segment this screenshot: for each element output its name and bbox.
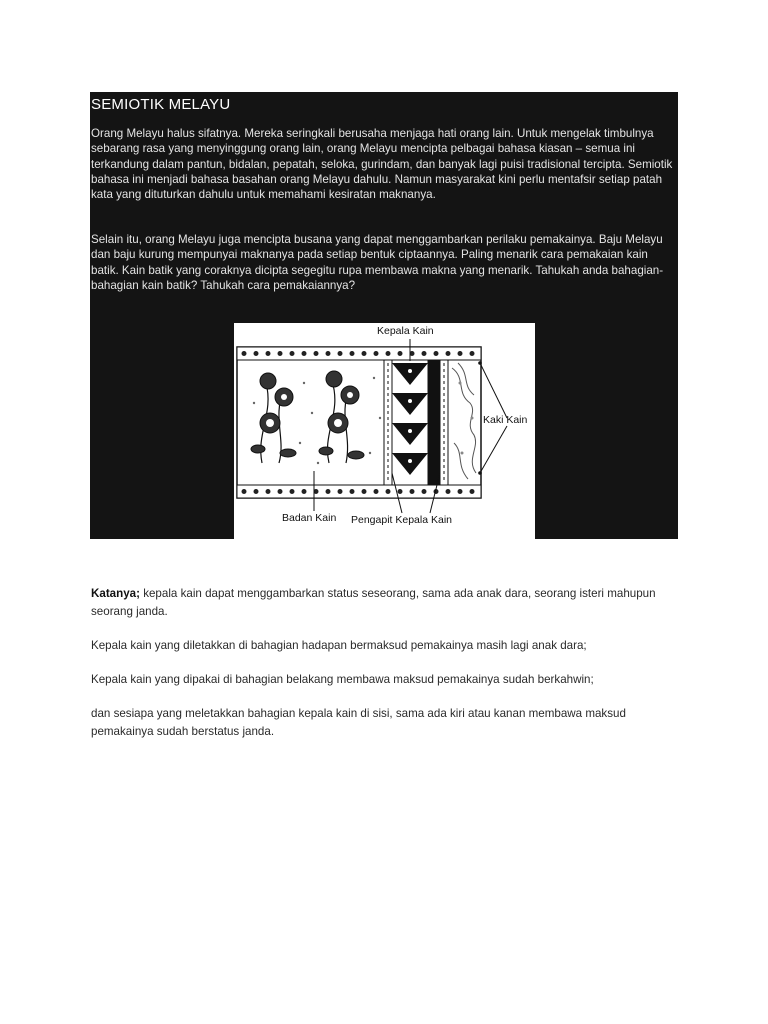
front-placement-paragraph: Kepala kain yang diletakkan di bahagian hadapan bermaksud pemakainya masih lagi anak dara; — [91, 639, 587, 652]
batik-paragraph: Selain itu, orang Melayu juga mencipta busana yang dapat menggambarkan perilaku pemakainya. Baju Melayu dan baju kurung mempunyai maknanya pada setiap bentuk ciptaannya. Paling menarik cara pemakaian kain batik. Kain batik yang coraknya dicipta segegitu rupa membawa makna yang menarik. Tahukah anda bahagian-bahagian kain batik? Tahukah cara pemakaiannya? — [91, 233, 664, 292]
label-kaki-kain: Kaki Kain — [483, 414, 528, 426]
batik-diagram — [234, 323, 535, 539]
intro-paragraph: Orang Melayu halus sifatnya. Mereka seringkali berusaha menjaga hati orang lain. Untuk mengelak timbulnya sebarang rasa yang menyinggung orang lain, orang Melayu mencipta pelbagai bahasa kiasan – semua ini terkandung dalam pantun, bidalan, pepatah, seloka, gurindam, dan banyak lagi puisi tradisional tercipta. Semiotik bahasa ini menjadi bahasa basahan orang Melayu dahulu. Namun masyarakat kini perlu mentafsir setiap patah kata yang dituturkan dahulu untuk memahami kesiratan maknanya. — [91, 127, 673, 202]
article-title: SEMIOTIK MELAYU — [91, 96, 231, 113]
article-panel — [90, 92, 678, 539]
katanya-text: kepala kain dapat menggambarkan status seseorang, sama ada anak dara, seorang isteri mahupun seorang janda. — [91, 587, 656, 618]
label-pengapit-kepala-kain: Pengapit Kepala Kain — [351, 514, 452, 526]
side-placement-paragraph: dan sesiapa yang meletakkan bahagian kepala kain di sisi, sama ada kiri atau kanan membawa maksud pemakainya sudah berstatus janda. — [91, 707, 626, 738]
katanya-label: Katanya; — [91, 587, 140, 600]
label-kepala-kain: Kepala Kain — [377, 325, 434, 337]
back-placement-paragraph: Kepala kain yang dipakai di bahagian belakang membawa maksud pemakainya sudah berkahwin; — [91, 673, 594, 686]
batik-illustration — [234, 323, 535, 539]
katanya-paragraph — [91, 585, 681, 621]
label-badan-kain: Badan Kain — [282, 512, 337, 524]
